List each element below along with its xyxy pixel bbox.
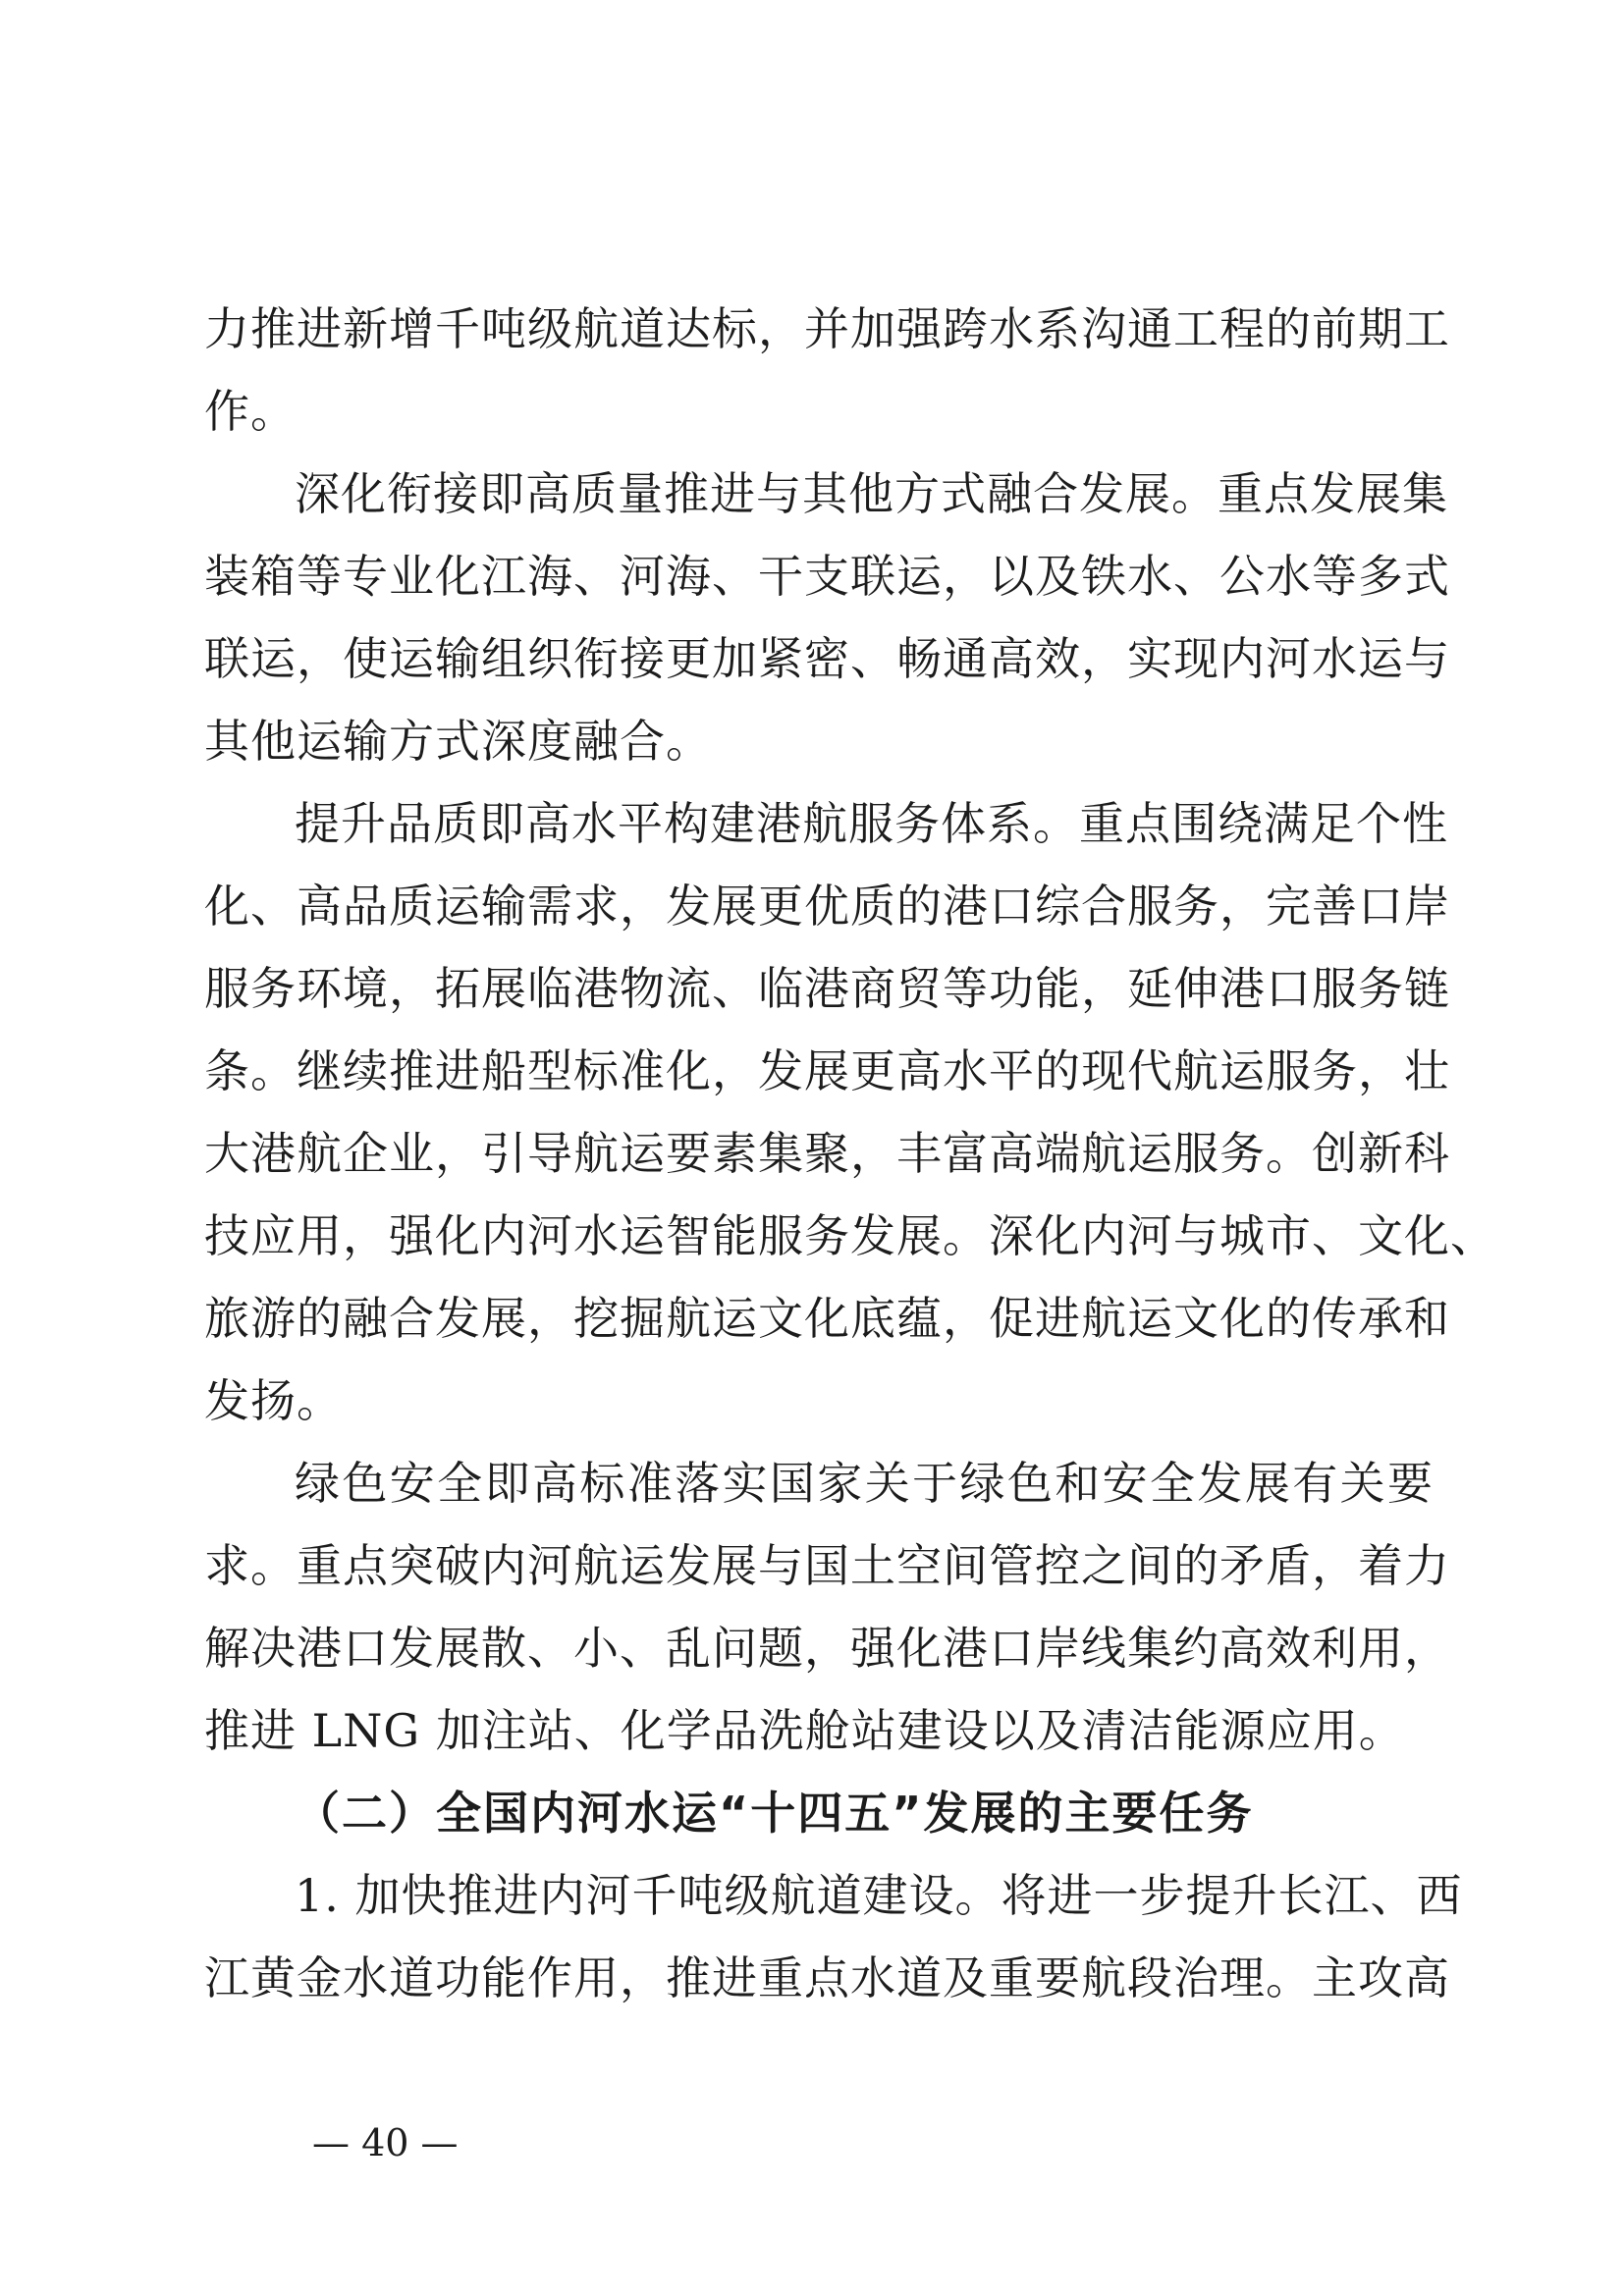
paragraph-line: 条。继续推进船型标准化，发展更高水平的现代航运服务，壮 xyxy=(204,1044,1450,1097)
paragraph-line: 服务环境，拓展临港物流、临港商贸等功能，延伸港口服务链 xyxy=(204,962,1450,1015)
paragraph-line: 解决港口发展散、小、乱问题，强化港口岸线集约高效利用， xyxy=(204,1622,1450,1675)
paragraph-line: 1. 加快推进内河千吨级航道建设。将进一步提升长江、西 xyxy=(295,1869,1463,1922)
paragraph-line: 作。 xyxy=(204,385,297,438)
paragraph-line: 力推进新增千吨级航道达标，并加强跨水系沟通工程的前期工 xyxy=(204,302,1450,355)
page-number: — 40 — xyxy=(312,2121,459,2164)
paragraph-line: 旅游的融合发展，挖掘航运文化底蕴，促进航运文化的传承和 xyxy=(204,1292,1450,1345)
paragraph-line: 联运，使运输组织衔接更加紧密、畅通高效，实现内河水运与 xyxy=(204,632,1450,685)
paragraph-line: 江黄金水道功能作用，推进重点水道及重要航段治理。主攻高 xyxy=(204,1951,1450,2004)
section-heading: （二）全国内河水运“十四五”发展的主要任务 xyxy=(295,1787,1254,1840)
paragraph-line: 深化衔接即高质量推进与其他方式融合发展。重点发展集 xyxy=(295,467,1448,520)
paragraph-line: 装箱等专业化江海、河海、干支联运，以及铁水、公水等多式 xyxy=(204,550,1450,603)
paragraph-line: 求。重点突破内河航运发展与国土空间管控之间的矛盾，着力 xyxy=(204,1539,1450,1592)
paragraph-line: 技应用，强化内河水运智能服务发展。深化内河与城市、文化、 xyxy=(204,1209,1496,1262)
paragraph-line: 化、高品质运输需求，发展更优质的港口综合服务，完善口岸 xyxy=(204,880,1450,933)
paragraph-line: 其他运输方式深度融合。 xyxy=(204,715,712,768)
paragraph-line: 发扬。 xyxy=(204,1374,343,1427)
paragraph-line: 提升品质即高水平构建港航服务体系。重点围绕满足个性 xyxy=(295,797,1448,850)
paragraph-line: 绿色安全即高标准落实国家关于绿色和安全发展有关要 xyxy=(295,1457,1434,1510)
paragraph-line: 推进 LNG 加注站、化学品洗舱站建设以及清洁能源应用。 xyxy=(204,1704,1405,1757)
paragraph-line: 大港航企业，引导航运要素集聚，丰富高端航运服务。创新科 xyxy=(204,1127,1450,1180)
